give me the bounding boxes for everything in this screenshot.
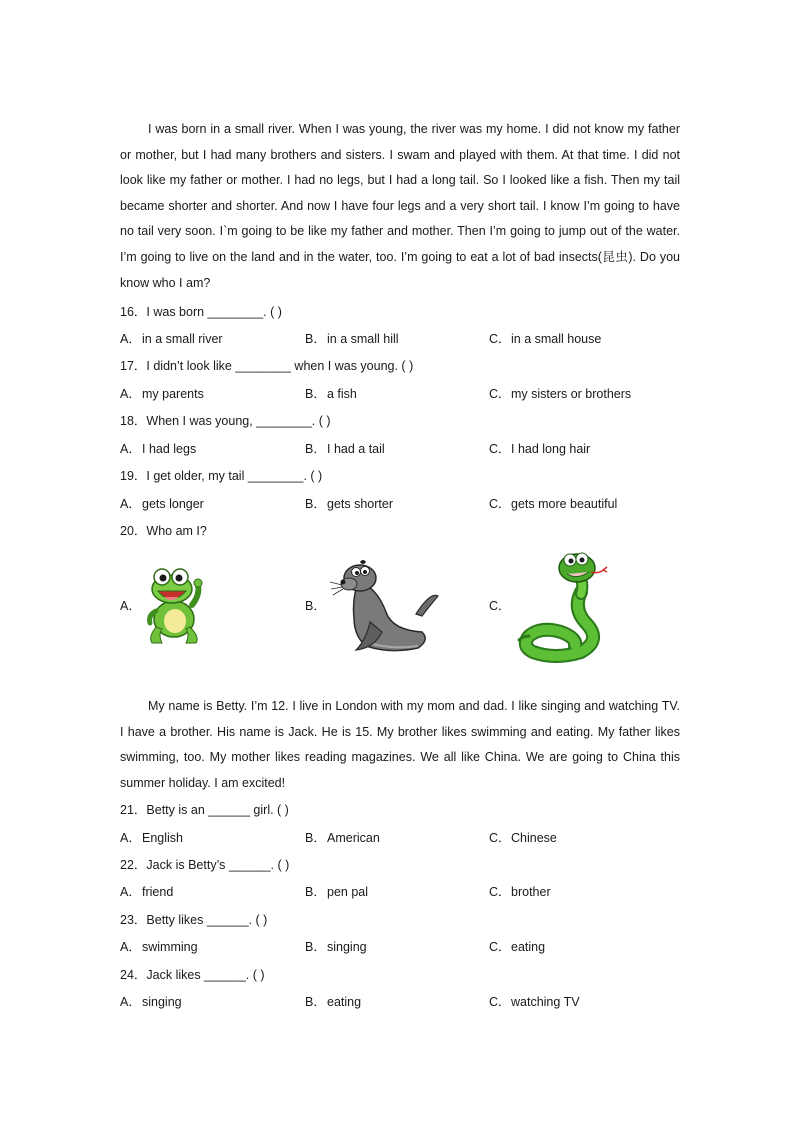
option-text: a fish [327,387,357,401]
option-letter: B． [305,387,326,401]
option-text: my parents [142,387,204,401]
option-text: in a small river [142,332,223,346]
option-letter: C． [489,442,511,456]
question-23-option-a[interactable] [120,936,198,958]
question-17-stem: 17．I didn’t look like ________ when I was young. ( ) [120,359,414,373]
question-21-option-a[interactable] [120,827,183,849]
question-24-option-c[interactable] [489,991,580,1013]
question-16-option-c[interactable] [489,328,601,350]
option-letter: C． [489,497,511,511]
option-letter: A． [120,940,141,954]
question-21-option-b[interactable] [305,827,380,849]
question-24-stem: 24．Jack likes ______. ( ) [120,968,265,982]
question-22-option-c[interactable] [489,881,551,903]
option-text: I had a tail [327,442,385,456]
option-letter: A． [120,387,141,401]
question-16-stem: 16．I was born ________. ( ) [120,305,282,319]
option-letter: B． [305,442,326,456]
question-19-option-c[interactable] [489,493,617,515]
question-16-option-a[interactable] [120,328,223,350]
option-letter: C． [489,885,511,899]
reading-passage-1: I was born in a small river. When I was young, the river was my home. I did not know my father or mother, but I had many brothers and sisters. I swam and played with them. At that time. I did not look like my father or mother. I had no legs, but I had a long tail. So I looked like a fish. Then my tail became shorter and shorter. And now I have four legs and a very short tail. I know I’m going to have no tail very soon. I`m going to be like my father and mother. Then I’m going to jump out of the water. I’m going to live on the land and in the water, too. I’m going to eat a lot of bad insects(昆虫). Do you know who I am? [120,122,680,290]
option-text: in a small hill [327,332,399,346]
option-text: English [142,831,183,845]
question-18-stem: 18．When I was young, ________. ( ) [120,414,331,428]
option-text: swimming [142,940,198,954]
option-letter: A． [120,885,141,899]
option-letter: B． [305,497,326,511]
question-22-option-b[interactable] [305,881,368,903]
option-letter: C． [489,387,511,401]
frog-icon[interactable] [142,563,208,647]
option-text: singing [142,995,182,1009]
option-text: pen pal [327,885,369,899]
question-20-option-c[interactable] [489,595,511,617]
option-text: in a small house [511,332,602,346]
option-text: watching TV [511,995,580,1009]
question-20-stem: 20．Who am I? [120,524,207,538]
question-22-option-a[interactable] [120,881,173,903]
option-text: Chinese [511,831,557,845]
question-23-option-c[interactable] [489,936,545,958]
option-letter: A． [120,497,141,511]
question-17-option-a[interactable] [120,383,204,405]
option-text: friend [142,885,174,899]
option-text: eating [327,995,362,1009]
question-24-option-b[interactable] [305,991,361,1013]
question-21-stem: 21．Betty is an ______ girl. ( ) [120,803,289,817]
option-letter: B． [305,332,326,346]
question-23-stem: 23．Betty likes ______. ( ) [120,913,268,927]
question-19-stem: 19．I get older, my tail ________. ( ) [120,469,323,483]
question-18-option-c[interactable] [489,438,590,460]
question-20-option-a[interactable] [120,595,142,617]
option-text: gets longer [142,497,204,511]
option-text: gets more beautiful [511,497,618,511]
question-17-option-b[interactable] [305,383,357,405]
option-text: singing [327,940,367,954]
option-letter: A． [120,332,141,346]
option-letter: C． [489,332,511,346]
question-18-option-b[interactable] [305,438,385,460]
option-letter: A． [120,831,141,845]
option-letter: A． [120,442,141,456]
option-letter: A． [120,995,141,1009]
question-18-option-a[interactable] [120,438,196,460]
question-23-option-b[interactable] [305,936,367,958]
option-letter: B． [305,940,326,954]
option-letter: B． [305,885,326,899]
option-letter: C． [489,599,511,613]
option-text: my sisters or brothers [511,387,632,401]
seal-icon[interactable] [330,556,440,656]
question-20-option-b[interactable] [305,595,327,617]
question-17-option-c[interactable] [489,383,631,405]
question-22-stem: 22．Jack is Betty’s ______. ( ) [120,858,290,872]
option-letter: C． [489,940,511,954]
option-letter: C． [489,831,511,845]
option-letter: A． [120,599,141,613]
question-24-option-a[interactable] [120,991,182,1013]
question-21-option-c[interactable] [489,827,557,849]
option-text: brother [511,885,551,899]
option-text: I had long hair [511,442,591,456]
option-letter: B． [305,995,326,1009]
question-19-option-a[interactable] [120,493,204,515]
reading-passage-2: My name is Betty. I’m 12. I live in London with my mom and dad. I like singing and watching TV. I have a brother. His name is Jack. He is 15. My brother likes swimming and eating. My father likes swimming, too. My mother likes reading magazines. We all like China. We are going to China this summer holiday. I am excited! [120,699,680,790]
question-16-option-b[interactable] [305,328,399,350]
snake-icon[interactable] [515,548,615,664]
option-text: American [327,831,380,845]
option-text: eating [511,940,546,954]
option-text: I had legs [142,442,197,456]
option-text: gets shorter [327,497,394,511]
question-19-option-b[interactable] [305,493,393,515]
option-letter: C． [489,995,511,1009]
option-letter: B． [305,599,326,613]
option-letter: B． [305,831,326,845]
